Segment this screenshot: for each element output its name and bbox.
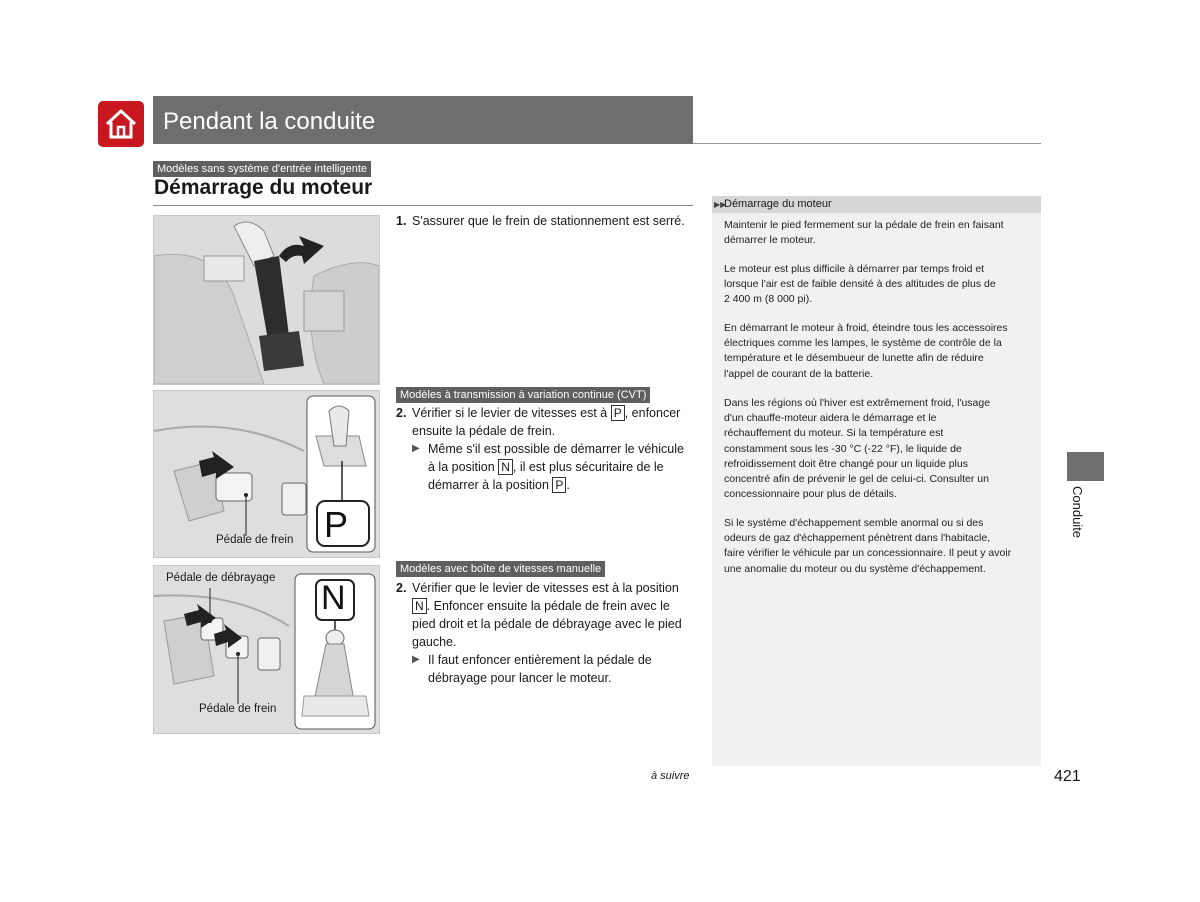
note-2-line: 2 400 m (8 000 pi). <box>724 293 813 306</box>
manual-brake-label: Pédale de frein <box>199 703 277 715</box>
note-3-line: température et le désembueur de lunette afin de réduire <box>724 352 984 365</box>
model-tag-cvt: Modèles à transmission à variation continue (CVT) <box>396 387 650 403</box>
reference-arrow-icon: ▶▶ <box>714 200 727 209</box>
page-number: 421 <box>1054 768 1081 785</box>
cvt-note-line3: démarrer à la position <box>428 478 549 492</box>
step-2-manual-line4: gauche. <box>412 635 457 649</box>
note-4-line: concentré afin de prévenir le gel de celui-ci. Consulter un <box>724 473 989 486</box>
step-2-manual-note <box>412 651 702 687</box>
note-4-line: refroidissement doit être changé pour un liquide plus <box>724 457 968 470</box>
bullet-triangle-icon: ▶ <box>412 443 420 454</box>
model-tag-no-smart-entry: Modèles sans système d'entrée intelligente <box>153 161 371 177</box>
side-note-4 <box>724 396 1032 502</box>
gear-key-n-2: N <box>412 598 427 614</box>
note-4-line: constamment sous les -30 °C (-22 °F), le liquide de <box>724 442 962 455</box>
side-note-1 <box>724 218 1032 248</box>
section-title: Démarrage du moteur <box>154 176 373 199</box>
cvt-gear-letter: P <box>324 504 349 545</box>
gear-key-p: P <box>611 405 625 421</box>
gear-key-p-2: P <box>552 477 566 493</box>
note-3-line: l'appel de courant de la batterie. <box>724 367 874 380</box>
note-5-line: odeurs de gaz d'échappement pénètrent dans l'habitacle, <box>724 532 991 545</box>
note-4-line: réchauffement du moteur. Si la température est <box>724 427 944 440</box>
step-2-cvt-line1: Vérifier si le levier de vitesses est à <box>412 406 608 420</box>
chapter-tab-label: Conduite <box>1070 486 1085 539</box>
side-note-5 <box>724 516 1032 577</box>
step-2-cvt-number: 2. <box>396 406 407 420</box>
note-5-line: Si le système d'échappement semble anormal ou si des <box>724 517 984 529</box>
title-divider <box>693 143 1041 144</box>
note-2-line: lorsque l'air est de faible densité à des altitudes de plus de <box>724 278 996 291</box>
note-5-line: faire vérifier le véhicule par un concessionnaire. Il peut y avoir <box>724 547 1012 560</box>
step-2-cvt <box>396 404 696 444</box>
side-note-3 <box>724 321 1032 382</box>
note-3-line: En démarrant le moteur à froid, éteindre tous les accessoires <box>724 322 1008 334</box>
note-1-line: démarrer le moteur. <box>724 234 816 247</box>
bullet-triangle-icon: ▶ <box>412 654 420 665</box>
model-tag-manual: Modèles avec boîte de vitesses manuelle <box>396 561 605 577</box>
note-4-line: concessionnaire pour plus de détails. <box>724 488 897 501</box>
manual-gear-letter: N <box>321 579 346 617</box>
note-4-line: d'un chauffe-moteur aidera le démarrage et le <box>724 412 937 425</box>
home-icon <box>98 101 144 147</box>
cvt-brake-label: Pédale de frein <box>216 534 294 546</box>
cvt-brake-illustration <box>153 390 380 558</box>
chapter-tab[interactable] <box>1067 452 1104 481</box>
note-5-line: une anomalie du moteur ou du système d'échappement. <box>724 562 986 575</box>
note-1-line: Maintenir le pied fermement sur la pédale de frein en faisant <box>724 219 1004 231</box>
cvt-note-line2: à la position <box>428 460 495 474</box>
note-2-line: Le moteur est plus difficile à démarrer par temps froid et <box>724 263 985 275</box>
manual-note-line1: Il faut enfoncer entièrement la pédale de <box>428 653 652 667</box>
step-1-text: S'assurer que le frein de stationnement est serré. <box>412 214 685 228</box>
step-2-cvt-line2: ensuite la pédale de frein. <box>412 424 556 438</box>
step-2-manual-line1: Vérifier que le levier de vitesses est à la position <box>412 581 679 595</box>
step-2-manual-line2: . Enfoncer ensuite la pédale de frein avec le <box>426 599 670 613</box>
cvt-note-line1: Même s'il est possible de démarrer le véhicule <box>428 442 684 456</box>
manual-note-line2: débrayage pour lancer le moteur. <box>428 671 612 685</box>
note-4-line: Dans les régions où l'hiver est extrêmement froid, l'usage <box>724 397 991 409</box>
manual-pedals-illustration <box>153 565 380 734</box>
parking-brake-illustration <box>153 215 380 385</box>
step-2-cvt-line1-end: , enfoncer <box>624 406 681 420</box>
step-1-number: 1. <box>396 214 407 228</box>
chapter-title-bar <box>153 96 693 144</box>
step-2-manual-line3: pied droit et la pédale de débrayage avec le pied <box>412 617 682 631</box>
chapter-title: Pendant la conduite <box>163 108 376 135</box>
step-2-manual <box>396 579 696 651</box>
side-note-2 <box>724 262 1032 308</box>
side-notes-heading: Démarrage du moteur <box>724 198 832 210</box>
note-3-line: électriques comme les lampes, le système de contrôle de la <box>724 337 1002 350</box>
gear-key-n: N <box>498 459 513 475</box>
cvt-note-line2-end: , il est plus sécuritaire de le <box>512 460 664 474</box>
cvt-note-line3-end: . <box>566 478 570 492</box>
step-2-cvt-note <box>412 440 702 496</box>
manual-clutch-label: Pédale de débrayage <box>166 572 276 584</box>
home-button[interactable] <box>98 101 144 147</box>
continued-label: à suivre <box>651 770 690 782</box>
section-divider <box>153 205 693 206</box>
step-2-manual-number: 2. <box>396 581 407 595</box>
